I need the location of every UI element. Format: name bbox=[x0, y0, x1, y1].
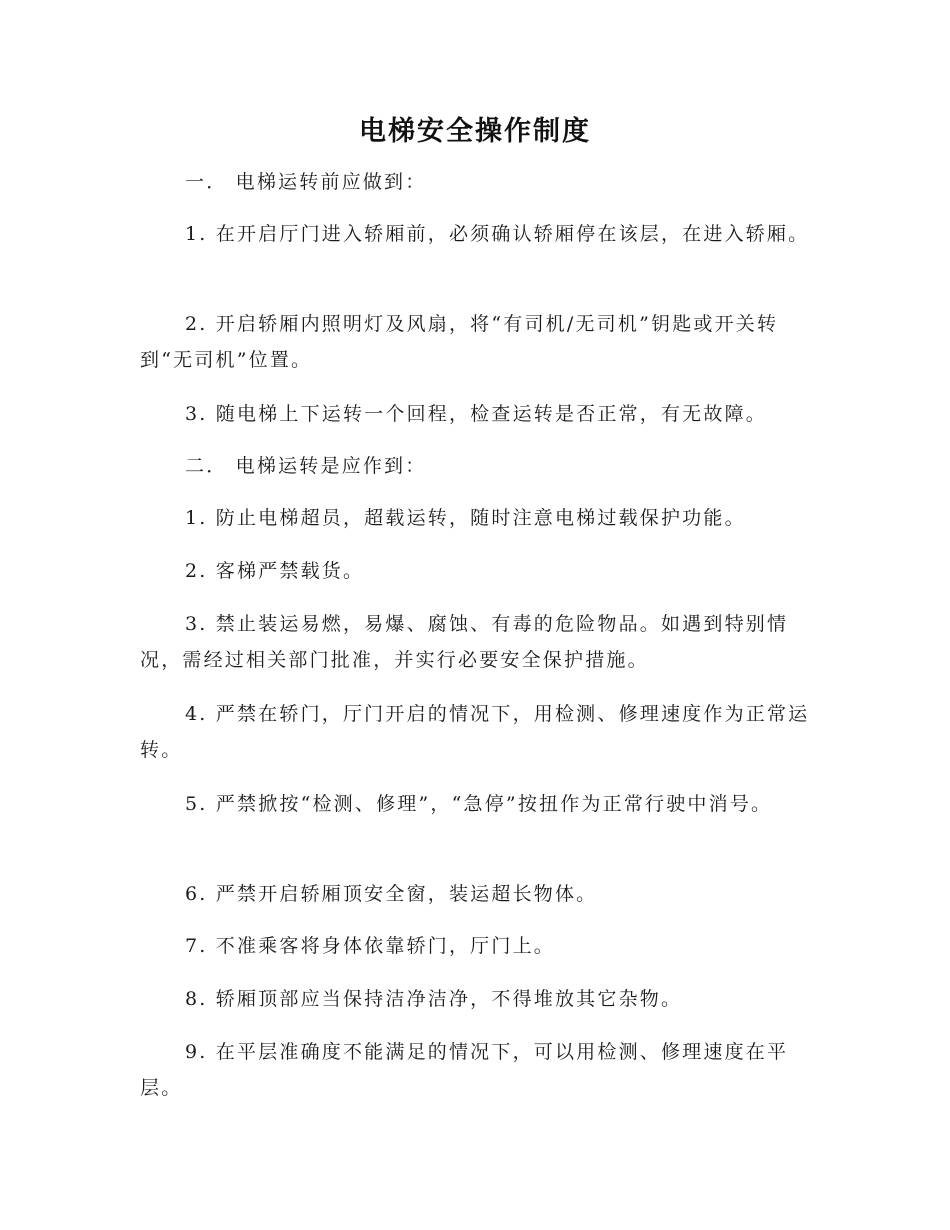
section-2-item-1: 1. 防止电梯超员，超载运转，随时注意电梯过载保护功能。 bbox=[185, 507, 746, 529]
section-2-item-9: 9. 在平层准确度不能满足的情况下，可以用检测、修理速度在平层。 bbox=[140, 1041, 789, 1099]
section-2-item-7: 7. 不准乘客将身体依靠轿门，厅门上。 bbox=[185, 935, 555, 957]
section-2-item-8: 8. 轿厢顶部应当保持洁净洁净，不得堆放其它杂物。 bbox=[185, 988, 683, 1010]
section-2-item-4: 4. 严禁在轿门，厅门开启的情况下，用检测、修理速度作为正常运转。 bbox=[140, 703, 810, 761]
section-2-heading: 二． 电梯运转是应作到： bbox=[185, 455, 427, 477]
section-1-item-3: 3. 随电梯上下运转一个回程，检查运转是否正常，有无故障。 bbox=[185, 403, 767, 425]
section-1-heading: 一． 电梯运转前应做到： bbox=[185, 171, 427, 193]
section-2-item-2: 2. 客梯严禁载货。 bbox=[185, 560, 365, 582]
section-1-item-2: 2. 开启轿厢内照明灯及风扇，将“有司机/无司机”钥匙或开关转到“无司机”位置。 bbox=[140, 313, 779, 371]
section-2-item-3: 3. 禁止装运易燃，易爆、腐蚀、有毒的危险物品。如遇到特别情况，需经过相关部门批准，并实行必要安全保护措施。 bbox=[140, 613, 789, 671]
section-2-item-5: 5. 严禁掀按“检测、修理”，“急停”按扭作为正常行驶中消号。 bbox=[185, 793, 773, 815]
section-2-item-6: 6. 严禁开启轿厢顶安全窗，装运超长物体。 bbox=[185, 883, 598, 905]
document-title: 电梯安全操作制度 bbox=[359, 116, 591, 147]
section-1-item-1: 1. 在开启厅门进入轿厢前，必须确认轿厢停在该层，在进入轿厢。 bbox=[185, 223, 810, 245]
